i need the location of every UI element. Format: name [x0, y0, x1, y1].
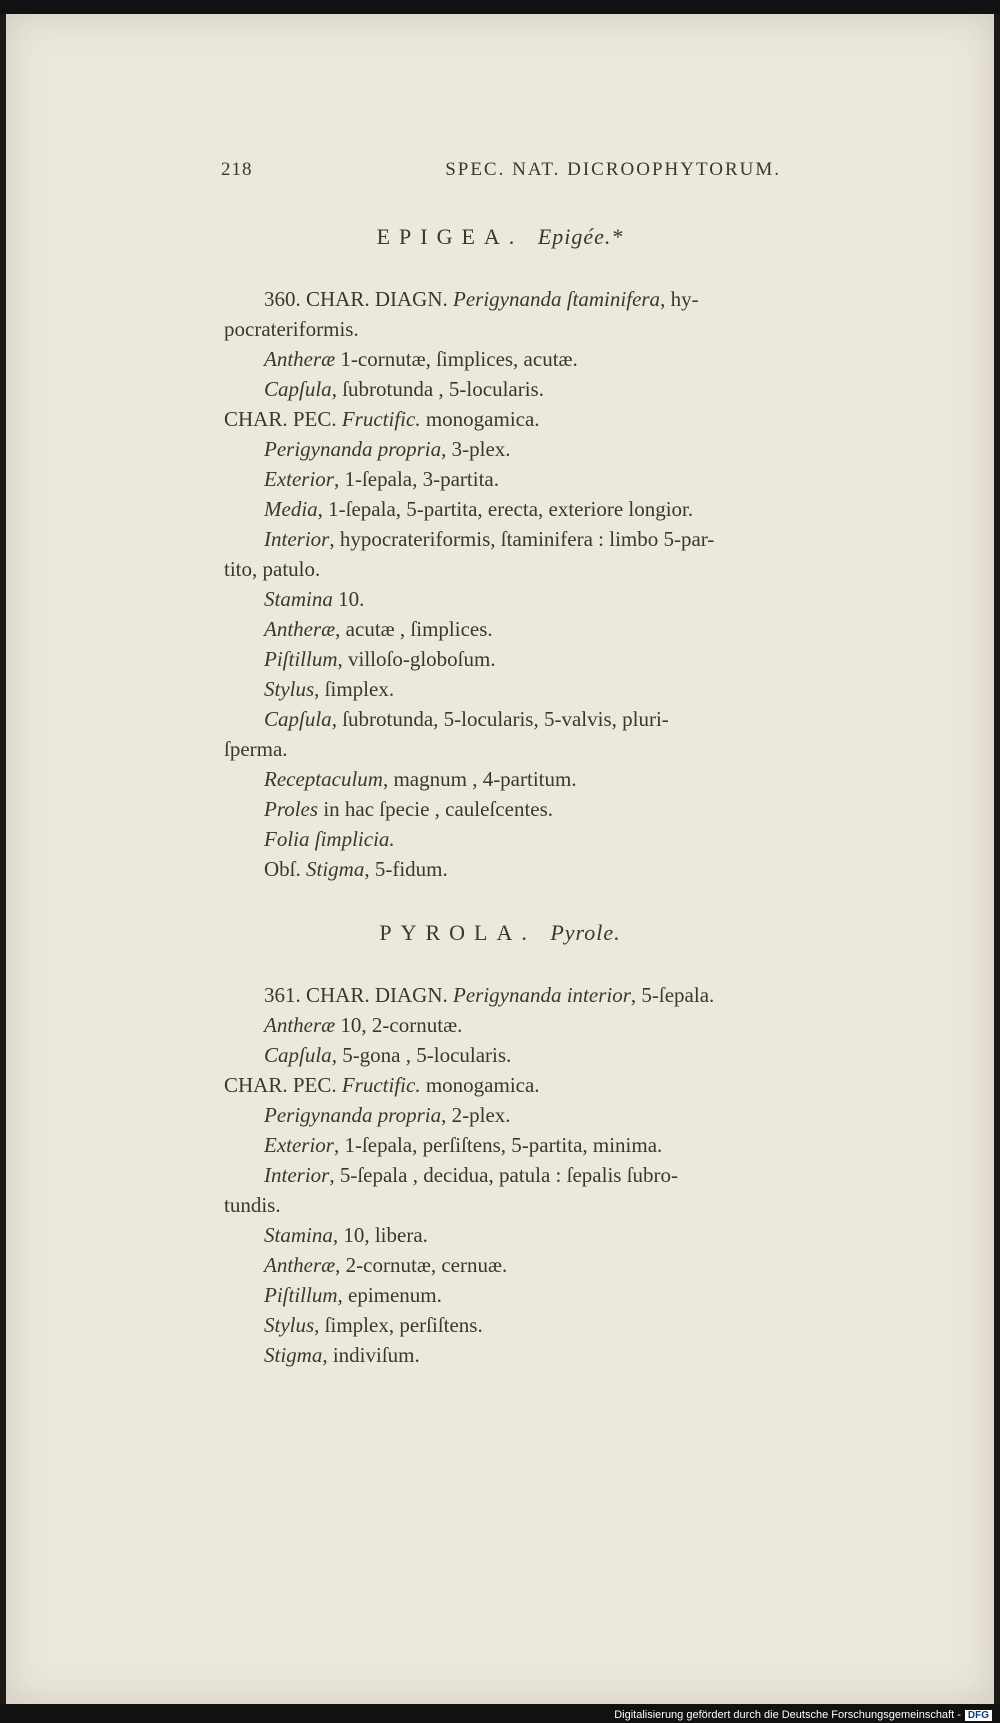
text-line: [264, 1345, 420, 1366]
line-text: 10, 2-cornutæ.: [340, 1013, 463, 1037]
line-text: , 5-ſepala , decidua, patula : ſepalis ſubro-: [329, 1163, 679, 1187]
italic-term: Piſtillum: [264, 1283, 338, 1307]
text-line: [264, 1045, 511, 1066]
line-text: , ſubrotunda , 5-locularis.: [331, 377, 544, 401]
line-text: , epimenum.: [337, 1283, 442, 1307]
line-label: ſperma.: [224, 737, 288, 761]
species-number: 361.: [264, 983, 301, 1007]
line-text: monogamica.: [425, 407, 540, 431]
section-title-french: Pyrole.: [550, 920, 621, 945]
italic-term: Antheræ: [264, 617, 336, 641]
text-line: [224, 1075, 540, 1096]
line-label: CHAR. DIAGN.: [306, 983, 448, 1007]
italic-term: Fructific.: [341, 407, 421, 431]
line-text: , 2-cornutæ, cernuæ.: [335, 1253, 508, 1277]
scan-footer-bar: [0, 1704, 1000, 1723]
text-line: [264, 985, 714, 1006]
line-label: CHAR. PEC.: [224, 1073, 337, 1097]
line-text: , 5-gona , 5-locularis.: [331, 1043, 512, 1067]
text-line: [224, 319, 359, 340]
italic-term: Fructific.: [341, 1073, 421, 1097]
text-line: [264, 589, 364, 610]
italic-term: Antheræ: [264, 1253, 336, 1277]
dfg-logo-icon: DFG: [965, 1710, 992, 1721]
text-line: [224, 559, 320, 580]
line-text: , 1-ſepala, 3-partita.: [333, 467, 499, 491]
line-text: , 1-ſepala, 5-partita, erecta, exteriore longior.: [317, 497, 694, 521]
section-title-latin: EPIGEA.: [376, 224, 524, 249]
line-text: , villoſo-globoſum.: [337, 647, 496, 671]
text-line: [264, 529, 714, 550]
line-label: tito, patulo.: [224, 557, 321, 581]
page-text: [6, 14, 994, 1704]
line-text: monogamica.: [425, 1073, 540, 1097]
text-line: [264, 1285, 442, 1306]
text-line: [264, 499, 693, 520]
italic-term: Perigynanda propria: [264, 437, 442, 461]
italic-term: Stamina: [264, 587, 333, 611]
section-title-pyrola: [6, 920, 994, 946]
text-line: [264, 679, 394, 700]
italic-term: Perigynanda propria: [264, 1103, 442, 1127]
text-line: [264, 1105, 511, 1126]
italic-term: Folia ſimplicia.: [264, 827, 395, 851]
line-label: CHAR. PEC.: [224, 407, 337, 431]
line-label: pocrateriformis.: [224, 317, 359, 341]
italic-term: Stylus: [264, 1313, 315, 1337]
italic-term: Exterior: [264, 467, 334, 491]
line-text: , 10, libera.: [332, 1223, 428, 1247]
italic-term: Interior: [264, 1163, 330, 1187]
line-text: 1-cornutæ, ſimplices, acutæ.: [340, 347, 578, 371]
line-text: 10.: [338, 587, 365, 611]
italic-term: Media: [264, 497, 318, 521]
line-text: , ſimplex.: [314, 677, 395, 701]
line-text: , 1-ſepala, perſiſtens, 5-partita, minima.: [333, 1133, 663, 1157]
running-title: SPEC. NAT. DICROOPHYTORUM.: [445, 159, 781, 180]
text-line: [264, 619, 493, 640]
credit-text: Digitalisierung gefördert durch die Deutsche Forschungsgemeinschaft -: [614, 1709, 961, 1721]
digitization-credit: [614, 1709, 992, 1721]
italic-term: Antheræ: [264, 347, 336, 371]
italic-term: Interior: [264, 527, 330, 551]
line-label: Obſ.: [264, 857, 301, 881]
text-line: [264, 1165, 678, 1186]
running-header: [221, 159, 781, 181]
line-text: , 5-ſepala.: [630, 983, 715, 1007]
book-page: [6, 14, 994, 1704]
section-title-epigea: [6, 224, 994, 250]
text-line: [264, 349, 578, 370]
line-text: , acutæ , ſimplices.: [335, 617, 493, 641]
italic-term: Stylus: [264, 677, 315, 701]
italic-term: Perigynanda ſtaminifera: [453, 287, 661, 311]
italic-term: Proles: [264, 797, 319, 821]
text-line: [264, 1255, 507, 1276]
text-line: [224, 739, 288, 760]
italic-term: Capſula: [264, 377, 332, 401]
italic-term: Piſtillum: [264, 647, 338, 671]
line-text: in hac ſpecie , cauleſcentes.: [323, 797, 554, 821]
text-line: [264, 469, 499, 490]
italic-term: Capſula: [264, 1043, 332, 1067]
line-text: , indiviſum.: [322, 1343, 420, 1367]
line-label: CHAR. DIAGN.: [306, 287, 448, 311]
italic-term: Receptaculum: [264, 767, 383, 791]
line-text: , 2-plex.: [441, 1103, 511, 1127]
text-line: [264, 379, 544, 400]
italic-term: Stamina: [264, 1223, 333, 1247]
line-text: , 3-plex.: [441, 437, 511, 461]
text-line: [224, 1195, 281, 1216]
text-line: [264, 709, 669, 730]
text-line: [264, 799, 553, 820]
italic-term: Capſula: [264, 707, 332, 731]
line-text: , hy-: [660, 287, 699, 311]
scan-border-top: [0, 0, 1000, 14]
italic-term: Perigynanda interior: [453, 983, 631, 1007]
species-number: 360.: [264, 287, 301, 311]
text-line: [264, 289, 699, 310]
italic-term: Stigma: [306, 857, 365, 881]
line-text: , magnum , 4-partitum.: [382, 767, 577, 791]
text-line: [264, 829, 395, 850]
text-line: [264, 439, 511, 460]
text-line: [264, 769, 577, 790]
text-line: [264, 859, 448, 880]
italic-term: Exterior: [264, 1133, 334, 1157]
line-text: , 5-fidum.: [364, 857, 448, 881]
text-line: [264, 1135, 662, 1156]
line-label: tundis.: [224, 1193, 281, 1217]
line-text: , ſubrotunda, 5-locularis, 5-valvis, pluri-: [331, 707, 669, 731]
italic-term: Stigma: [264, 1343, 323, 1367]
text-line: [264, 1225, 428, 1246]
line-text: , ſimplex, perſiſtens.: [314, 1313, 483, 1337]
text-line: [264, 1315, 483, 1336]
line-text: , hypocrateriformis, ſtaminifera : limbo 5-par-: [329, 527, 715, 551]
text-line: [264, 649, 496, 670]
italic-term: Antheræ: [264, 1013, 336, 1037]
text-line: [264, 1015, 462, 1036]
section-title-latin: PYROLA.: [379, 920, 536, 945]
text-line: [224, 409, 540, 430]
section-title-french: Epigée.*: [537, 224, 624, 249]
page-number: 218: [221, 159, 253, 180]
